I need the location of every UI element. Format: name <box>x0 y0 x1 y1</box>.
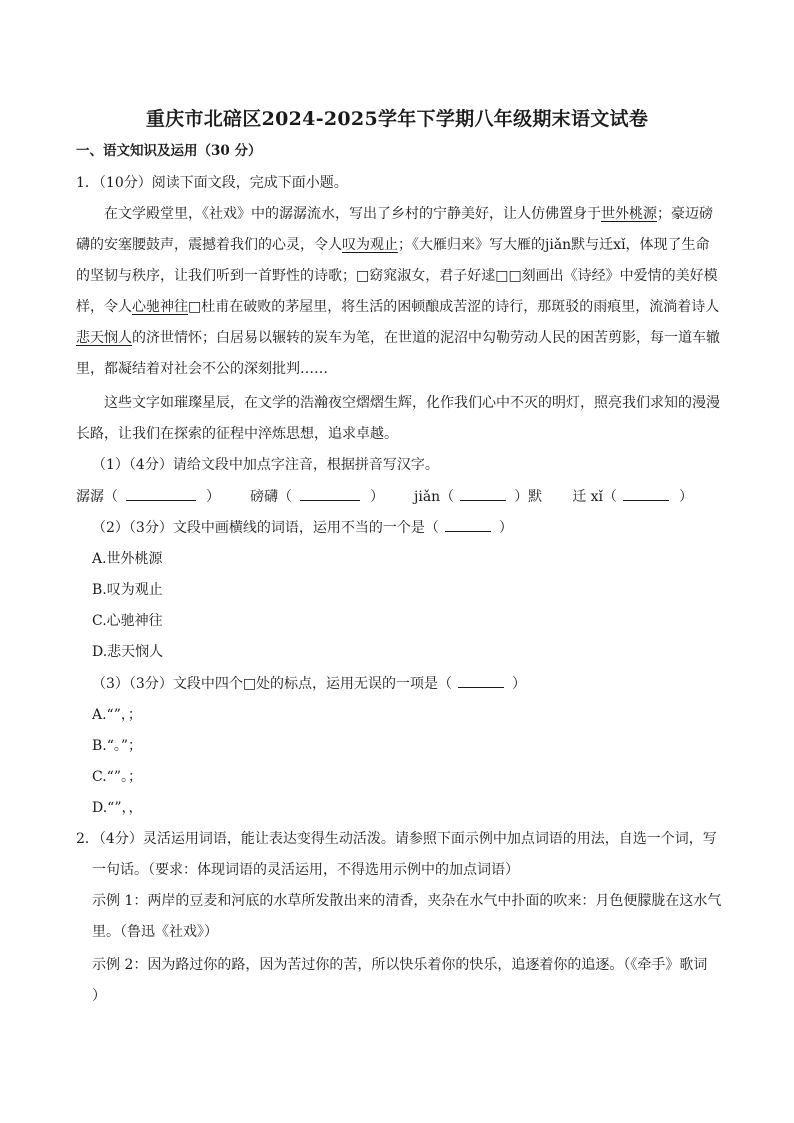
passage-text: ；豪迈磅 <box>657 206 713 222</box>
item-label: 迁 xǐ（ <box>572 489 618 505</box>
option-a[interactable]: A.世外桃源 <box>92 551 163 567</box>
option-c[interactable]: C.心驰神往 <box>92 613 163 629</box>
answer-blank[interactable] <box>300 486 360 501</box>
item-label: jiǎn（ <box>414 489 455 505</box>
passage-text: 礴的安塞腰鼓声，震撼着我们的心灵，令人 <box>76 237 342 253</box>
pinyin-answer-row <box>76 486 693 507</box>
example-2: 示例 2：因为路过你的路，因为苦过你的苦，所以快乐着你的快乐，追逐着你的追逐。（《牵手》歌词 <box>92 957 708 973</box>
answer-blank[interactable] <box>460 486 506 501</box>
option-d[interactable]: D.“”，， <box>92 800 143 816</box>
item-label: ）默 <box>514 489 543 505</box>
item-label: ） <box>206 489 220 505</box>
underlined-term: 叹为观止 <box>342 237 398 253</box>
passage-line <box>76 297 719 317</box>
example-2-cont: ） <box>92 988 106 1004</box>
passage-line: 里，都凝结着对社会不公的深刻批判…… <box>76 361 328 377</box>
question-2-heading: 2．（4分）灵活运用词语，能让表达变得生动活泼。请参照下面示例中加点词语的用法，自选一个词，写 <box>76 831 717 847</box>
underlined-term: 世外桃源 <box>601 206 657 222</box>
passage-text: 在文学殿堂里，《社戏》中的潺潺流水，写出了乡村的宁静美好，让人仿佛置身于 <box>104 206 601 222</box>
passage-line: 长路，让我们在探索的征程中淬炼思想，追求卓越。 <box>76 426 398 442</box>
passage-text: 样，令人 <box>76 299 132 315</box>
option-c[interactable]: C.“”。； <box>92 769 142 785</box>
option-b[interactable]: B.“。”； <box>92 738 143 754</box>
answer-blank[interactable] <box>623 486 669 501</box>
section-heading: 一、语文知识及运用（30 分） <box>76 143 262 159</box>
option-d[interactable]: D.悲天悯人 <box>92 644 164 660</box>
question-1-heading: 1．（10分）阅读下面文段，完成下面小题。 <box>76 175 348 191</box>
answer-blank[interactable] <box>458 673 504 688</box>
question-text: （2）（3分）文段中画横线的词语，运用不当的一个是（ <box>92 520 439 536</box>
underlined-term: 心驰神往 <box>132 299 188 315</box>
question-text: ） <box>512 676 527 692</box>
example-1: 示例 1：两岸的豆麦和河底的水草所发散出来的清香，夹杂在水气中扑面的吹来：月色便朦胧在这水气 <box>92 893 722 909</box>
item-label: ） <box>370 489 384 505</box>
passage-line <box>76 328 720 348</box>
passage-line <box>76 235 710 255</box>
passage-line: 的坚韧与秩序，让我们听到一首野性的诗歌；□窈窕淑女，君子好逑□□刻画出《诗经》中爱情的美好模 <box>76 268 718 284</box>
underlined-term: 悲天悯人 <box>76 330 132 346</box>
option-b[interactable]: B.叹为观止 <box>92 582 163 598</box>
item-label: 潺潺（ <box>76 489 118 505</box>
subquestion-3-heading <box>92 673 526 694</box>
question-text: ） <box>498 520 513 536</box>
item-label: 磅礴（ <box>250 489 292 505</box>
page-title: 重庆市北碚区2024-2025学年下学期八年级期末语文试卷 <box>145 108 649 130</box>
question-2-heading-cont: 一句话。（要求：体现词语的灵活运用，不得选用示例中的加点词语） <box>92 862 519 878</box>
option-a[interactable]: A.“”，； <box>92 707 142 723</box>
answer-blank[interactable] <box>445 517 491 532</box>
answer-blank[interactable] <box>126 486 196 501</box>
passage-line: 这些文字如璀璨星辰，在文学的浩瀚夜空熠熠生辉，化作我们心中不灭的明灯，照亮我们求知的漫漫 <box>104 395 720 411</box>
passage-line <box>104 204 713 224</box>
question-text: （3）（3分）文段中四个□处的标点，运用无误的一项是（ <box>92 676 453 692</box>
subquestion-1-heading: （1）（4分）请给文段中加点字注音，根据拼音写汉字。 <box>92 457 439 473</box>
passage-text: ；《大雁归来》写大雁的jiǎn默与迁xǐ，体现了生命 <box>398 237 710 253</box>
passage-text: □杜甫在破败的茅屋里，将生活的困顿酿成苦涩的诗行，那斑驳的雨痕里，流淌着诗人 <box>188 299 720 315</box>
passage-text: 的济世情怀；白居易以辗转的炭车为笔，在世道的泥沼中勾勒劳动人民的困苦剪影，每一道车辙 <box>132 330 720 346</box>
item-label: ） <box>679 489 694 505</box>
subquestion-2-heading <box>92 517 513 538</box>
example-1-cont: 里。（鲁迅《社戏》） <box>92 924 218 940</box>
